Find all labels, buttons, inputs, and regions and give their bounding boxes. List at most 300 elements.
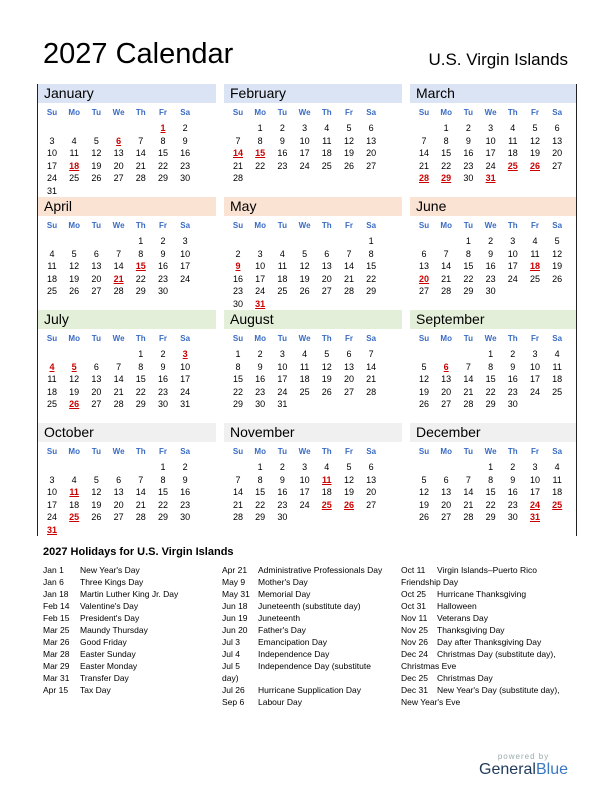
day-cell: 15	[366, 261, 377, 272]
day-cell: 27	[441, 512, 452, 523]
day-cell: 1	[160, 462, 166, 472]
weekday-label: Tu	[463, 108, 473, 117]
holiday-column-3	[401, 564, 560, 708]
day-cell: 1	[465, 236, 471, 246]
holiday-name: Three Kings Day	[80, 577, 144, 587]
day-cell: 22	[366, 273, 377, 284]
month-header	[410, 197, 576, 216]
month-september	[410, 310, 576, 423]
day-cell: 1	[488, 462, 494, 472]
day-cell: 12	[321, 361, 332, 372]
day-cell: 1	[368, 236, 374, 246]
weekday-label: Tu	[91, 108, 101, 117]
holiday-name: Transfer Day	[80, 673, 129, 683]
day-cell: 12	[529, 135, 540, 146]
day-cell: 19	[321, 374, 332, 385]
day-cell: 2	[257, 349, 263, 359]
day-cell: 5	[93, 135, 99, 146]
holiday-item	[43, 672, 178, 684]
day-cell: 6	[93, 248, 99, 259]
day-cell: 6	[368, 462, 374, 472]
day-cell: 17	[277, 374, 288, 385]
weekday-label: Su	[418, 334, 430, 343]
day-cell: 12	[418, 374, 429, 385]
weekday-label: Th	[507, 334, 518, 343]
day-cell: 27	[113, 512, 124, 523]
day-cell: 27	[343, 386, 354, 397]
day-cell: 30	[277, 512, 288, 523]
weekday-label: Su	[232, 447, 244, 456]
day-cell: 30	[463, 173, 474, 184]
day-cell: 16	[157, 261, 168, 272]
day-cell: 28	[441, 286, 452, 297]
holiday-name: Father's Day	[258, 625, 306, 635]
day-cell: 27	[366, 499, 377, 510]
day-cell: 3	[488, 123, 494, 133]
day-cell: 13	[366, 474, 377, 485]
day-cell: 24	[180, 386, 191, 397]
day-cell: 7	[368, 349, 374, 359]
day-cell: 13	[113, 148, 124, 159]
day-cell: 10	[255, 261, 266, 272]
day-cell: 26	[343, 499, 354, 510]
day-cell: 6	[554, 123, 560, 133]
weekday-label: Fr	[345, 108, 353, 117]
day-cell: 22	[157, 499, 168, 510]
day-cell: 24	[299, 160, 310, 171]
day-cell: 11	[552, 474, 562, 485]
day-cell: 2	[488, 236, 494, 246]
weekday-label: Fr	[345, 334, 353, 343]
weekday-label: Tu	[277, 108, 287, 117]
day-cell: 6	[346, 349, 352, 359]
day-cell: 15	[255, 148, 266, 159]
day-cell: 14	[463, 487, 474, 498]
month-july	[38, 310, 216, 423]
day-cell: 5	[532, 123, 538, 133]
day-cell: 4	[49, 248, 55, 259]
month-header	[38, 84, 216, 103]
day-cell: 19	[343, 148, 354, 159]
holiday-name: Maundy Thursday	[80, 625, 148, 635]
weekday-label: Sa	[180, 334, 191, 343]
holiday-item	[222, 672, 382, 684]
weekday-label: Su	[232, 334, 244, 343]
weekday-label: Mo	[68, 447, 80, 456]
day-cell: 25	[321, 160, 332, 171]
holiday-item	[222, 576, 382, 588]
holiday-date: Jan 6	[43, 577, 64, 587]
month-name: February	[230, 85, 287, 101]
day-cell: 29	[485, 399, 496, 410]
day-cell: 1	[235, 349, 241, 359]
day-cell: 26	[69, 286, 80, 297]
day-cell: 23	[507, 386, 518, 397]
day-cell: 23	[180, 499, 191, 510]
day-cell: 19	[299, 273, 310, 284]
day-cell: 22	[135, 386, 146, 397]
day-cell: 13	[91, 374, 102, 385]
day-cell: 12	[299, 261, 310, 272]
day-cell: 30	[232, 299, 243, 309]
weekday-label: We	[484, 334, 497, 343]
weekday-label: Fr	[531, 447, 539, 456]
day-cell: 7	[465, 474, 471, 485]
month-april	[38, 197, 216, 310]
calendar-grid	[37, 84, 577, 536]
day-cell: 1	[443, 123, 449, 133]
day-cell: 16	[232, 273, 243, 284]
day-cell: 28	[343, 286, 354, 297]
day-cell: 9	[182, 135, 188, 146]
day-cell: 20	[552, 148, 563, 159]
day-cell: 24	[180, 273, 191, 284]
day-cell: 4	[554, 462, 560, 472]
day-cell: 14	[366, 361, 377, 372]
day-cell: 24	[46, 173, 57, 184]
day-cell: 29	[366, 286, 377, 297]
day-cell: 23	[463, 160, 474, 171]
day-cell: 9	[160, 248, 166, 259]
day-cell: 31	[46, 525, 57, 535]
month-header	[410, 310, 576, 329]
day-cell: 18	[507, 148, 518, 159]
holiday-name: Thanksgiving Day	[437, 625, 505, 635]
weekday-label: We	[112, 334, 125, 343]
day-cell: 6	[116, 474, 122, 485]
holiday-date: Jul 3	[222, 637, 240, 647]
day-cell: 17	[299, 487, 310, 498]
day-cell: 8	[257, 474, 263, 485]
weekday-label: Su	[232, 108, 244, 117]
month-header	[410, 84, 576, 103]
month-may	[224, 197, 402, 310]
holiday-item	[401, 576, 560, 588]
weekday-label: Tu	[463, 221, 473, 230]
holiday-date: Mar 31	[43, 673, 70, 683]
day-cell: 19	[69, 386, 80, 397]
holiday-date: Nov 11	[401, 613, 428, 623]
weekday-label: Mo	[68, 334, 80, 343]
day-cell: 25	[69, 173, 80, 184]
holiday-date: Sep 6	[222, 697, 245, 707]
day-cell: 13	[321, 261, 332, 272]
day-cell: 30	[157, 399, 168, 410]
holiday-name: New Year's Eve	[401, 697, 461, 707]
day-cell: 20	[441, 499, 452, 510]
holiday-date: May 9	[222, 577, 246, 587]
weekday-label: Tu	[463, 447, 473, 456]
holiday-name: Virgin Islands–Puerto Rico	[437, 565, 538, 575]
day-cell: 15	[485, 487, 496, 498]
day-cell: 2	[182, 462, 188, 472]
day-cell: 31	[180, 399, 191, 410]
day-cell: 25	[552, 386, 563, 397]
day-cell: 14	[418, 148, 429, 159]
day-cell: 27	[418, 286, 429, 297]
day-cell: 11	[530, 248, 540, 259]
month-january	[38, 84, 216, 197]
day-cell: 2	[160, 349, 166, 359]
weekday-label: Mo	[440, 221, 452, 230]
day-cell: 12	[69, 261, 80, 272]
day-cell: 22	[232, 386, 243, 397]
day-cell: 30	[485, 286, 496, 297]
holiday-name: Martin Luther King Jr. Day	[80, 589, 179, 599]
day-cell: 20	[91, 386, 102, 397]
holiday-item	[401, 684, 560, 696]
day-cell: 24	[529, 386, 540, 397]
day-cell: 4	[324, 462, 330, 472]
weekday-label: Su	[418, 447, 430, 456]
holiday-name: New Year's Day (substitute day),	[437, 685, 560, 695]
day-cell: 25	[552, 499, 563, 510]
day-cell: 28	[232, 512, 243, 523]
day-cell: 22	[485, 386, 496, 397]
day-cell: 10	[180, 248, 191, 259]
weekday-label: Sa	[552, 447, 563, 456]
holiday-date: May 31	[222, 589, 250, 599]
day-cell: 24	[529, 499, 540, 510]
day-cell: 5	[93, 474, 99, 485]
day-cell: 7	[116, 361, 122, 372]
day-cell: 28	[366, 386, 377, 397]
weekday-label: Fr	[159, 108, 167, 117]
holiday-date: Oct 31	[401, 601, 427, 611]
weekday-label: We	[484, 447, 497, 456]
day-cell: 3	[49, 135, 55, 146]
day-cell: 20	[343, 374, 354, 385]
weekday-label: Th	[135, 334, 146, 343]
day-cell: 25	[277, 286, 288, 297]
day-cell: 24	[46, 512, 57, 523]
day-cell: 10	[299, 474, 310, 485]
day-cell: 23	[277, 160, 288, 171]
day-cell: 12	[91, 487, 102, 498]
day-cell: 14	[441, 261, 452, 272]
day-cell: 27	[552, 160, 563, 171]
weekday-label: Fr	[159, 221, 167, 230]
day-cell: 6	[421, 248, 427, 259]
month-august	[224, 310, 402, 423]
day-cell: 15	[232, 374, 243, 385]
weekday-label: Su	[232, 221, 244, 230]
day-cell: 16	[463, 148, 474, 159]
month-name: June	[416, 198, 447, 214]
month-name: December	[416, 424, 481, 440]
day-cell: 12	[552, 248, 563, 259]
day-cell: 18	[277, 273, 288, 284]
day-cell: 18	[299, 374, 310, 385]
day-cell: 23	[277, 499, 288, 510]
day-cell: 3	[510, 236, 516, 246]
month-november	[224, 423, 402, 536]
day-cell: 8	[488, 474, 494, 485]
day-cell: 4	[71, 474, 77, 485]
holiday-item	[43, 636, 178, 648]
day-cell: 15	[441, 148, 452, 159]
page-title: 2027 Calendar	[43, 38, 234, 70]
day-cell: 12	[343, 474, 354, 485]
day-cell: 1	[488, 349, 494, 359]
holiday-item	[401, 588, 560, 600]
day-cell: 2	[235, 248, 241, 259]
day-cell: 12	[343, 135, 354, 146]
day-cell: 12	[69, 374, 80, 385]
holiday-item	[222, 636, 382, 648]
day-cell: 2	[510, 349, 516, 359]
day-cell: 13	[91, 261, 102, 272]
month-december	[410, 423, 576, 536]
weekday-label: We	[298, 447, 311, 456]
holiday-name: Valentine's Day	[80, 601, 139, 611]
month-june	[410, 197, 576, 310]
country-name: U.S. Virgin Islands	[428, 50, 568, 69]
day-cell: 4	[302, 349, 308, 359]
weekday-label: Fr	[159, 334, 167, 343]
day-cell: 14	[113, 261, 124, 272]
day-cell: 17	[255, 273, 266, 284]
day-cell: 9	[510, 474, 516, 485]
day-cell: 7	[138, 474, 144, 485]
weekday-label: Sa	[366, 447, 377, 456]
holiday-date: Nov 25	[401, 625, 428, 635]
day-cell: 11	[47, 261, 57, 272]
day-cell: 18	[46, 273, 57, 284]
weekday-label: Sa	[552, 108, 563, 117]
day-cell: 8	[488, 361, 494, 372]
day-cell: 17	[529, 374, 540, 385]
weekday-label: We	[112, 108, 125, 117]
holiday-column-1	[43, 564, 178, 696]
weekday-label: Th	[135, 221, 146, 230]
holiday-name: Day after Thanksgiving Day	[437, 637, 542, 647]
weekday-label: Sa	[180, 447, 191, 456]
day-cell: 11	[299, 361, 310, 372]
day-cell: 9	[510, 361, 516, 372]
holiday-date: Dec 25	[401, 673, 428, 683]
weekday-label: Fr	[531, 108, 539, 117]
holiday-item	[43, 624, 178, 636]
day-cell: 20	[418, 273, 429, 284]
weekday-label: Th	[507, 108, 518, 117]
holiday-name: Hurricane Supplication Day	[258, 685, 361, 695]
day-cell: 30	[157, 286, 168, 297]
day-cell: 11	[277, 261, 288, 272]
day-cell: 17	[46, 160, 57, 171]
month-march	[410, 84, 576, 197]
holiday-date: Oct 25	[401, 589, 427, 599]
day-cell: 28	[463, 399, 474, 410]
day-cell: 15	[135, 261, 146, 272]
day-cell: 4	[71, 135, 77, 146]
weekday-label: Sa	[180, 221, 191, 230]
holiday-item	[401, 672, 560, 684]
holiday-date: Feb 15	[43, 613, 70, 623]
day-cell: 31	[485, 173, 496, 184]
day-cell: 21	[232, 499, 243, 510]
day-cell: 26	[69, 399, 80, 410]
day-cell: 10	[299, 135, 310, 146]
day-cell: 18	[529, 261, 540, 272]
holiday-item	[401, 696, 560, 708]
day-cell: 21	[343, 273, 354, 284]
day-cell: 5	[421, 474, 427, 485]
weekday-label: Su	[46, 221, 58, 230]
weekday-label: Mo	[254, 221, 266, 230]
day-cell: 19	[552, 261, 563, 272]
day-cell: 18	[321, 487, 332, 498]
day-cell: 21	[441, 273, 452, 284]
day-cell: 23	[232, 286, 243, 297]
day-cell: 11	[508, 135, 518, 146]
day-cell: 4	[279, 248, 285, 259]
holiday-item	[222, 588, 382, 600]
day-cell: 29	[135, 399, 146, 410]
day-cell: 5	[71, 361, 77, 372]
month-october	[38, 423, 216, 536]
day-cell: 13	[441, 374, 452, 385]
day-cell: 11	[69, 148, 79, 159]
month-name: August	[230, 311, 274, 327]
weekday-label: Th	[135, 447, 146, 456]
day-cell: 14	[463, 374, 474, 385]
weekday-label: Th	[135, 108, 146, 117]
holiday-date: Dec 24	[401, 649, 428, 659]
day-cell: 27	[321, 286, 332, 297]
day-cell: 2	[510, 462, 516, 472]
weekday-label: Su	[418, 108, 430, 117]
weekday-label: Th	[321, 447, 332, 456]
day-cell: 30	[180, 173, 191, 184]
month-header	[224, 423, 402, 442]
day-cell: 28	[113, 286, 124, 297]
month-header	[410, 423, 576, 442]
holiday-name: Juneteenth	[258, 613, 301, 623]
holiday-item	[401, 600, 560, 612]
holiday-item	[222, 648, 382, 660]
holiday-name: Emancipation Day	[258, 637, 327, 647]
weekday-label: Fr	[531, 334, 539, 343]
day-cell: 3	[302, 462, 308, 472]
day-cell: 8	[160, 474, 166, 485]
holiday-date: Mar 25	[43, 625, 70, 635]
day-cell: 26	[552, 273, 563, 284]
day-cell: 31	[255, 299, 266, 309]
day-cell: 11	[552, 361, 562, 372]
weekday-label: Tu	[91, 447, 101, 456]
day-cell: 31	[277, 399, 288, 410]
day-cell: 21	[463, 499, 474, 510]
day-cell: 5	[71, 248, 77, 259]
day-cell: 22	[135, 273, 146, 284]
day-cell: 22	[441, 160, 452, 171]
holiday-item	[401, 624, 560, 636]
day-cell: 14	[135, 487, 146, 498]
day-cell: 7	[346, 248, 352, 259]
day-cell: 22	[157, 160, 168, 171]
holiday-item	[222, 624, 382, 636]
holiday-item	[43, 588, 178, 600]
day-cell: 5	[554, 236, 560, 246]
month-name: April	[44, 198, 73, 214]
holiday-name: Friendship Day	[401, 577, 459, 587]
day-cell: 7	[443, 248, 449, 259]
day-cell: 4	[324, 123, 330, 133]
day-cell: 19	[529, 148, 540, 159]
holiday-name: Labour Day	[258, 697, 302, 707]
holiday-date: Mar 29	[43, 661, 70, 671]
